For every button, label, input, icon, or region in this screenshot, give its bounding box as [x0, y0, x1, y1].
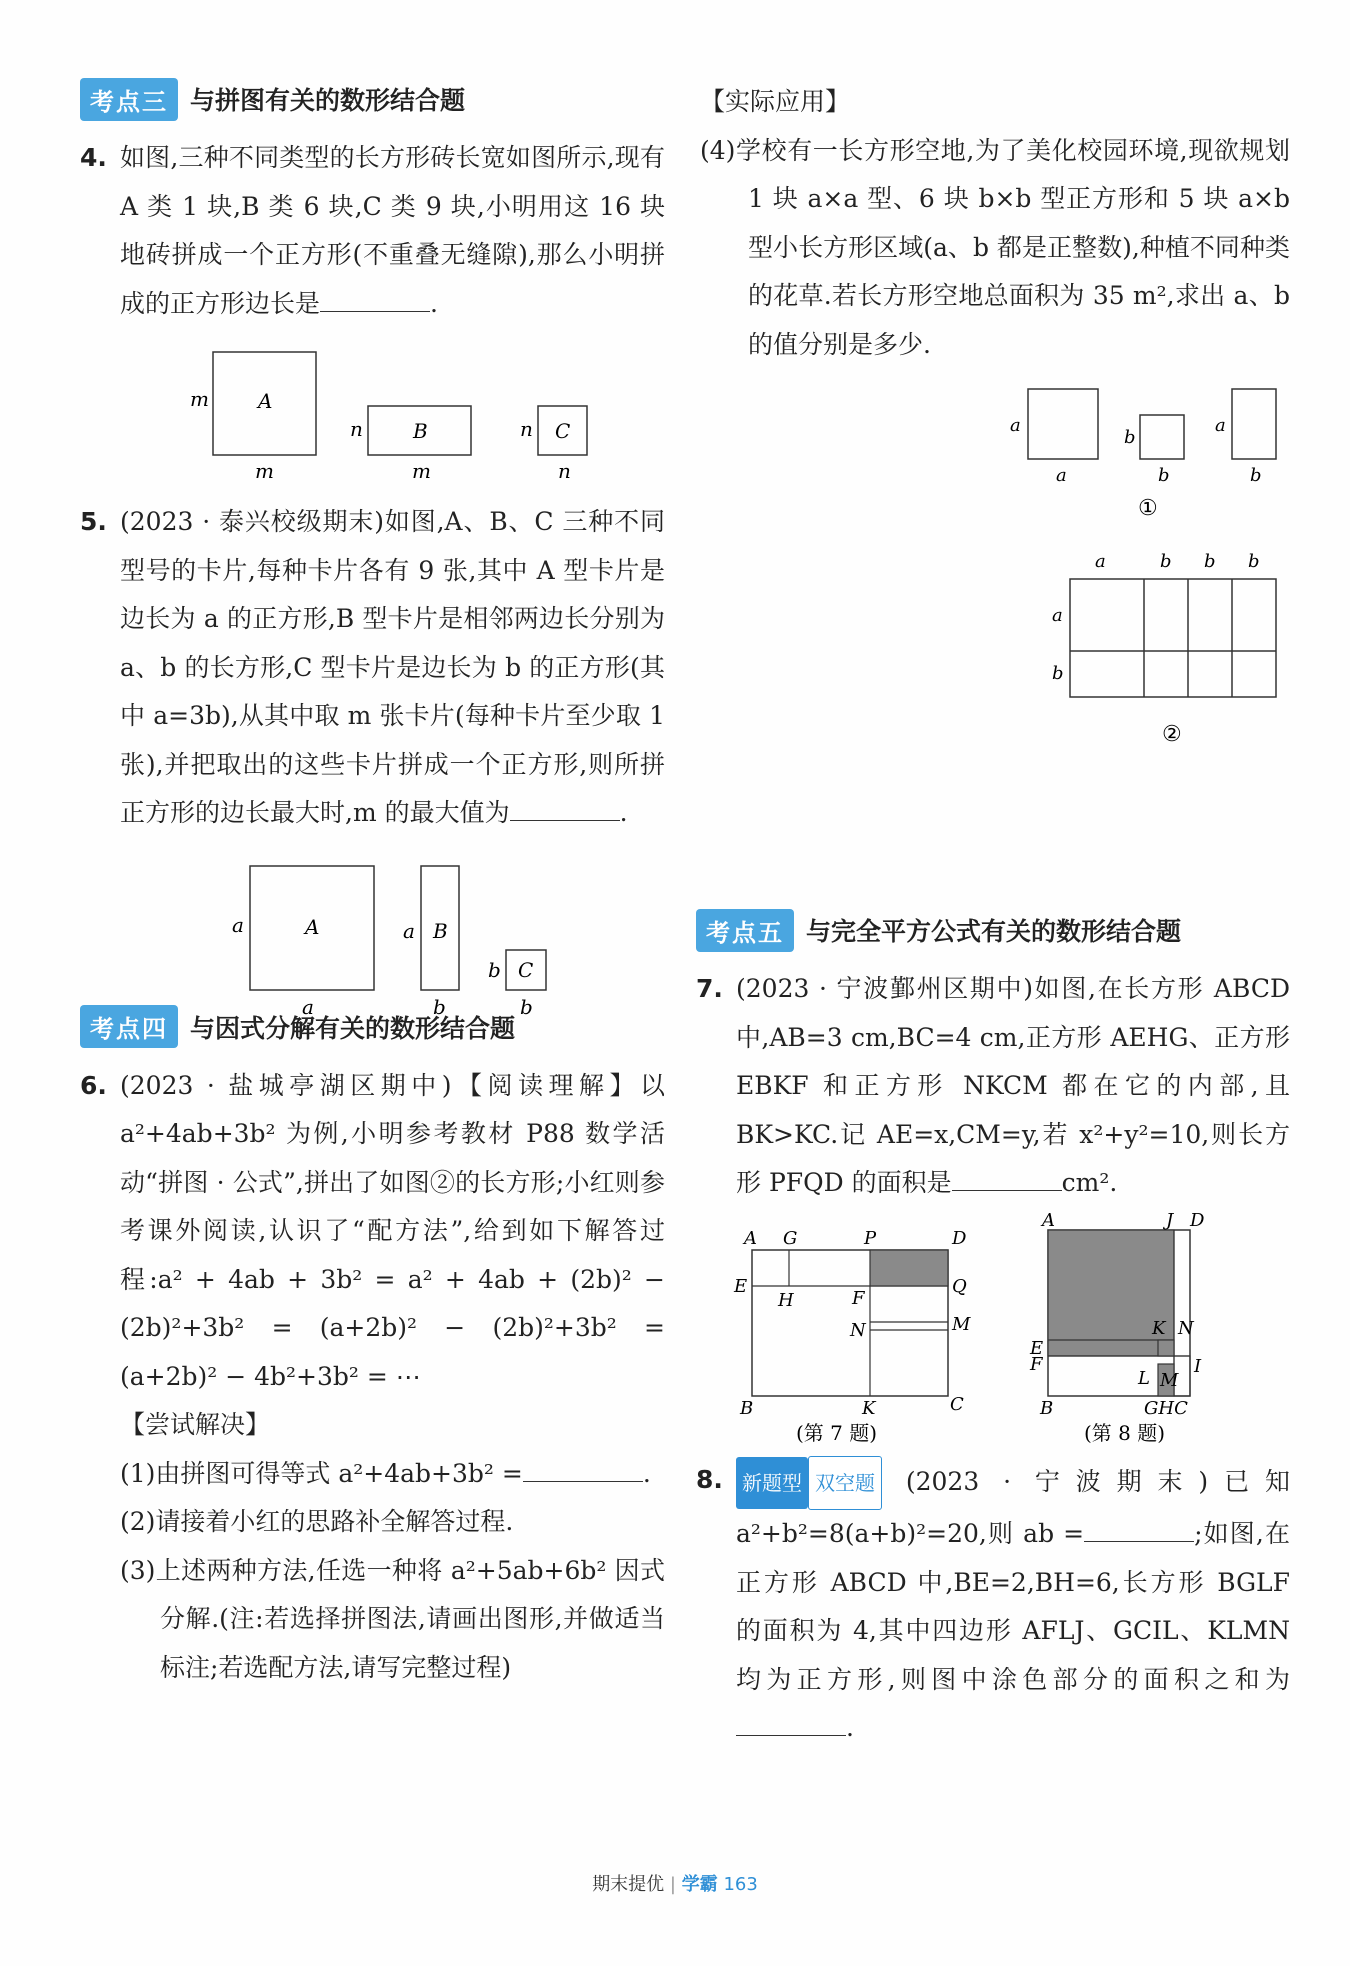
answer-blank[interactable]: [952, 1166, 1062, 1191]
tile-a-side-m: m: [190, 387, 209, 411]
label-M: M: [952, 1313, 971, 1335]
card-b-side: a: [403, 918, 415, 943]
section-title: 与拼图有关的数形结合题: [190, 86, 466, 115]
square-a: [1028, 389, 1098, 459]
question-number: 8.: [696, 1464, 723, 1494]
part-4: (4)学校有一长方形空地,为了美化校园环境,现欲规划 1 块 a×a 型、6 块 b×b 型正方形和 5 块 a×b 型小长方形区域(a、b 都是正整数),种植不同种类的花草.若长方形空地总面积为 35 m²,求出 a、b 的值分别是多少.: [700, 135, 1290, 359]
section-title: 与完全平方公式有关的数形结合题: [806, 917, 1182, 946]
tile-b-bottom-m: m: [412, 459, 431, 483]
label-b: b: [1204, 551, 1216, 572]
caption-q7: (第 7 题): [796, 1420, 878, 1445]
answer-blank-2[interactable]: [736, 1711, 846, 1736]
label-H: H: [778, 1289, 794, 1311]
tile-a-bottom-m: m: [255, 459, 274, 483]
question-6: 6. (2023 · 盐城亭湖区期中)【阅读理解】以 a²+4ab+3b² 为例,小明参考教材 P88 数学活动“拼图 · 公式”,拼出了如图②的长方形;小红则参考课外阅读,认识了“配方法”,给到如下解答过程:a² + 4ab + 3b² = a² + 4ab + (2b)² − (2b)²+3b² = (a+2b)² − (2b)²+3b² = (a+2b)² − 4b²+3b² = ⋯ 【尝试解决】 (1)由拼图可得等式 a²+4ab+3b² = . (2)请接着小红的思路补全解答过程. (3)上述两种方法,任选一种将 a²+5ab+6b² 因式分解.(注:若选择拼图法,请画出图形,并做适当标注;若选配方法,请写完整过程): [80, 1062, 665, 1693]
label-J: J: [1166, 1209, 1174, 1231]
question-text: (2023 · 宁波鄞州区期中)如图,在长方形 ABCD 中,AB=3 cm,BC=4 cm,正方形 AEHG、正方形 EBKF 和正方形 NKCM 都在它的内部,且 BK>KC.记 AE=x,CM=y,若 x²+y²=10,则长方形 PFQD 的面积是: [736, 974, 1290, 1197]
label-b: b: [1124, 427, 1136, 448]
label-G: G: [783, 1227, 798, 1249]
unit: cm².: [1061, 1168, 1118, 1197]
question-text: (2023 · 泰兴校级期末)如图,A、B、C 三种不同型号的卡片,每种卡片各有 9 张,其中 A 型卡片是边长为 a 的正方形,B 型卡片是相邻两边长分别为 a、b 的长方形,C 型卡片是边长为 b 的正方形(其中 a=3b),从其中取 m 张卡片(每种卡片至少取 1 张),并把取出的这些卡片拼成一个正方形,则所拼正方形的边长最大时,m 的最大值为: [120, 507, 665, 827]
label-b: b: [1250, 465, 1262, 486]
label-B: B: [740, 1397, 754, 1419]
square-b: [1140, 415, 1184, 459]
label-N: N: [1178, 1317, 1194, 1339]
card-c-side: b: [488, 957, 501, 982]
badge-double-blank: 双空题: [808, 1456, 882, 1511]
badge-new-type: 新题型: [736, 1457, 808, 1510]
label-A: A: [1042, 1209, 1055, 1231]
label-N: N: [850, 1319, 866, 1341]
page-number: 163: [723, 1874, 758, 1895]
question-5: 5. (2023 · 泰兴校级期末)如图,A、B、C 三种不同型号的卡片,每种卡片各有 9 张,其中 A 型卡片是边长为 a 的正方形,B 型卡片是相邻两边长分别为 a、b 的长方形,C 型卡片是边长为 b 的正方形(其中 a=3b),从其中取 m 张卡片(每种卡片至少取 1 张),并把取出的这些卡片拼成一个正方形,则所拼正方形的边长最大时,m 的最大值为 .: [80, 498, 665, 838]
label-Q: Q: [952, 1275, 967, 1297]
caption-q8: (第 8 题): [1084, 1420, 1166, 1445]
question-7: [696, 965, 1290, 1208]
answer-blank[interactable]: [320, 287, 430, 312]
card-a-bottom: a: [302, 994, 314, 1019]
footer-brand: 学霸: [681, 1874, 718, 1895]
label-a: a: [1215, 415, 1226, 436]
question-8: 8. 新题型 双空题 (2023 · 宁波期末)已知 a²+b²=8(a+b)²=20,则 ab = ;如图,在正方形 ABCD 中,BE=2,BH=6,长方形 BGLF 的面积为 4,其中四边形 AFLJ、GCIL、KLMN 均为正方形,则图中涂色部分的面积之和为.: [696, 1456, 1290, 1753]
label-a: a: [1052, 605, 1063, 626]
question-number: 4.: [80, 143, 107, 172]
footer-left: 期末提优: [592, 1874, 665, 1895]
question-number: 6.: [80, 1070, 107, 1100]
question-text: 如图,三种不同类型的长方形砖长宽如图所示,现有 A 类 1 块,B 类 6 块,C 类 9 块,小明用这 16 块地砖拼成一个正方形(不重叠无缝隙),那么小明拼成的正方形边长是: [120, 143, 665, 318]
section-tag: 考点五: [696, 909, 794, 952]
tile-c-side-n: n: [520, 417, 533, 441]
label-K: K: [862, 1397, 876, 1419]
label-C: C: [950, 1393, 964, 1415]
question-number: 5.: [80, 507, 107, 536]
answer-blank[interactable]: [523, 1457, 643, 1482]
grid-rect: [1070, 579, 1276, 697]
label-K: K: [1152, 1317, 1166, 1339]
label-a: a: [1056, 465, 1067, 486]
label-P: P: [864, 1227, 877, 1249]
tile-c-label: C: [555, 419, 571, 443]
caption-1: ①: [1138, 496, 1158, 521]
label-b: b: [1052, 663, 1064, 684]
practical-heading: 【实际应用】: [700, 87, 851, 116]
label-F: F: [852, 1287, 865, 1309]
section-title: 与因式分解有关的数形结合题: [190, 1013, 516, 1043]
label-B: B: [1040, 1397, 1054, 1419]
label-D: D: [1190, 1209, 1205, 1231]
answer-blank[interactable]: [510, 796, 620, 821]
left-column: [80, 78, 665, 1692]
figures-q7-q8: [700, 1209, 1290, 1445]
question-4: 4. 如图,三种不同类型的长方形砖长宽如图所示,现有 A 类 1 块,B 类 6 块,C 类 9 块,小明用这 16 块地砖拼成一个正方形(不重叠无缝隙),那么小明拼成的正方形边长是 .: [80, 134, 665, 328]
label-E: E: [1030, 1337, 1044, 1359]
card-a-side: a: [232, 912, 244, 937]
shaded-pfqd: [870, 1250, 948, 1286]
question-number: 7.: [696, 974, 723, 1003]
label-A: A: [744, 1227, 757, 1249]
label-F: F: [1030, 1353, 1043, 1375]
label-M: M: [1160, 1369, 1179, 1391]
part-1: (1)由拼图可得等式 a²+4ab+3b² =: [120, 1458, 523, 1488]
card-c-bottom: b: [520, 994, 533, 1019]
card-b-bottom: b: [433, 994, 446, 1019]
q6-continued: [700, 78, 1290, 369]
caption-2: ②: [1162, 722, 1182, 747]
section-header-5: [696, 909, 1290, 951]
section-tag: 考点三: [80, 78, 178, 121]
part-3: (3)上述两种方法,任选一种将 a²+5ab+6b² 因式分解.(注:若选择拼图法,请画出图形,并做适当标注;若选配方法,请写完整过程): [120, 1555, 665, 1682]
section-header-4: [80, 1006, 665, 1048]
question-text-1: (2023 · 宁波期末)已知 a²+b²=8(a+b)²=20,则 ab =: [736, 1466, 1290, 1548]
part-2: (2)请接着小红的思路补全解答过程.: [120, 1507, 514, 1536]
figure-q5-cards: [80, 846, 665, 1019]
right-column: [696, 78, 1290, 1753]
rect-ab: [1232, 389, 1276, 459]
label-a: a: [1095, 551, 1106, 572]
section-tag: 考点四: [80, 1005, 178, 1048]
tile-b-side-n: n: [350, 417, 363, 441]
try-heading: 【尝试解决】: [120, 1410, 271, 1439]
label-b: b: [1160, 551, 1172, 572]
question-text: (2023 · 盐城亭湖区期中)【阅读理解】以 a²+4ab+3b² 为例,小明参考教材 P88 数学活动“拼图 · 公式”,拼出了如图②的长方形;小红则参考课外阅读,认识了“配方法”,给到如下解答过程:a² + 4ab + 3b² = a² + 4ab + (2b)² − (2b)²+3b² = (a+2b)² − (2b)²+3b² = (a+2b)² − 4b²+3b² = ⋯: [120, 1070, 665, 1391]
page-footer: 期末提优 | 学霸 163: [592, 1874, 758, 1895]
card-b-label: B: [433, 918, 448, 943]
figure-q6: [700, 379, 1290, 759]
label-L: L: [1138, 1367, 1150, 1389]
label-GHC: GHC: [1144, 1397, 1188, 1419]
label-a: a: [1010, 415, 1021, 436]
label-E: E: [734, 1275, 748, 1297]
tile-a-label: A: [258, 389, 273, 413]
tile-c-bottom-n: n: [558, 459, 571, 483]
answer-blank-1[interactable]: [1084, 1517, 1194, 1542]
label-D: D: [952, 1227, 967, 1249]
figure-q4-tiles: [80, 336, 665, 486]
label-I: I: [1194, 1355, 1202, 1377]
tile-b-label: B: [413, 419, 428, 443]
label-b: b: [1158, 465, 1170, 486]
card-c-label: C: [518, 957, 534, 982]
section-header-3: [80, 78, 665, 120]
question-text-2: ;如图,在正方形 ABCD 中,BE=2,BH=6,长方形 BGLF 的面积为 4,其中四边形 AFLJ、GCIL、KLMN 均为正方形,则图中涂色部分的面积之和为: [736, 1519, 1290, 1694]
card-a-label: A: [305, 914, 320, 939]
shaded-klmn: [1158, 1340, 1174, 1356]
label-b: b: [1248, 551, 1260, 572]
